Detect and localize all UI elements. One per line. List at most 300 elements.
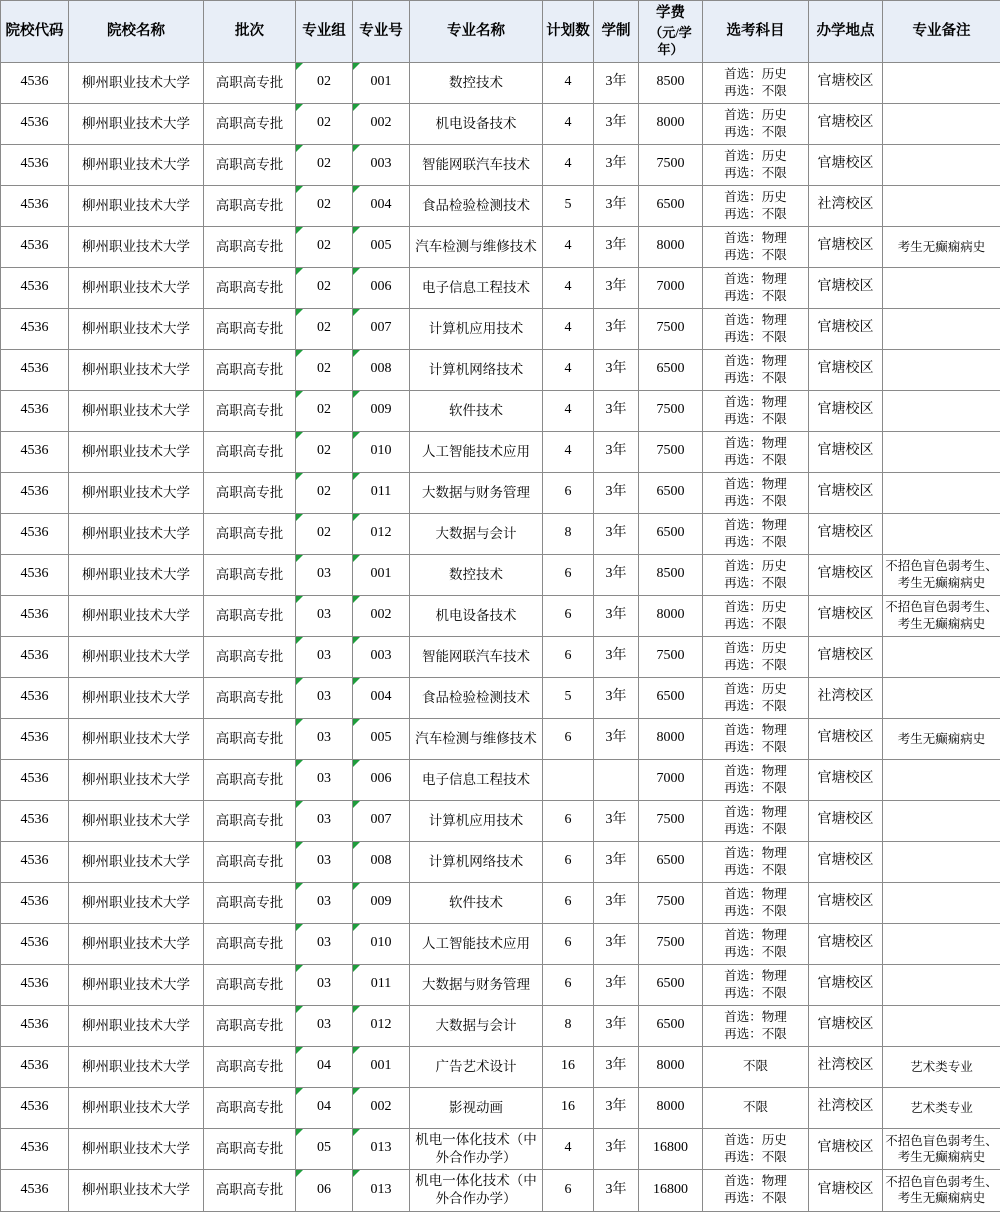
cell-major-no: 010 [353,923,410,964]
cell-campus: 官塘校区 [809,636,883,677]
table-row [1,349,1000,390]
cell-tuition: 6500 [639,513,703,554]
cell-plan-count: 6 [543,595,594,636]
table-row [1,267,1000,308]
column-header-major-group: 专业组 [296,1,353,63]
column-header-major-name: 专业名称 [410,1,543,63]
cell-major-no: 001 [353,62,410,103]
cell-batch: 高职高专批 [204,800,296,841]
cell-plan-count: 4 [543,308,594,349]
table-row [1,636,1000,677]
cell-major-name: 机电一体化技术（中外合作办学） [410,1170,543,1211]
cell-batch: 高职高专批 [204,185,296,226]
elective-second-choice: 再选：不限 [705,657,806,674]
table-row [1,1046,1000,1087]
cell-plan-count: 4 [543,1128,594,1169]
cell-tuition: 16800 [639,1170,703,1211]
cell-major-group: 02 [296,185,353,226]
cell-elective-subjects [703,718,809,759]
cell-elective-subjects [703,759,809,800]
cell-school-name: 柳州职业技术大学 [69,1087,204,1128]
cell-campus: 官塘校区 [809,964,883,1005]
cell-batch: 高职高专批 [204,718,296,759]
cell-tuition: 7500 [639,390,703,431]
table-row [1,513,1000,554]
cell-school-name: 柳州职业技术大学 [69,841,204,882]
cell-plan-count: 5 [543,677,594,718]
cell-school-code: 4536 [1,226,69,267]
cell-plan-count: 6 [543,472,594,513]
cell-major-no: 003 [353,144,410,185]
cell-batch: 高职高专批 [204,759,296,800]
cell-major-group: 02 [296,431,353,472]
cell-major-remark [883,964,1000,1005]
elective-first-choice: 首选：物理 [705,804,806,821]
elective-first-choice: 首选：物理 [705,394,806,411]
cell-batch: 高职高专批 [204,390,296,431]
cell-tuition: 8000 [639,595,703,636]
cell-batch: 高职高专批 [204,62,296,103]
cell-campus: 官塘校区 [809,1170,883,1211]
cell-major-no: 009 [353,390,410,431]
cell-major-remark [883,882,1000,923]
cell-duration: 3年 [594,636,639,677]
elective-first-choice: 首选：物理 [705,312,806,329]
cell-school-name: 柳州职业技术大学 [69,185,204,226]
cell-school-name: 柳州职业技术大学 [69,595,204,636]
cell-school-name: 柳州职业技术大学 [69,964,204,1005]
cell-major-no: 002 [353,595,410,636]
cell-major-no: 010 [353,431,410,472]
cell-duration: 3年 [594,185,639,226]
cell-duration: 3年 [594,349,639,390]
cell-campus: 官塘校区 [809,349,883,390]
cell-major-name: 数控技术 [410,62,543,103]
cell-major-group: 03 [296,554,353,595]
elective-second-choice: 再选：不限 [705,862,806,879]
cell-school-name: 柳州职业技术大学 [69,800,204,841]
cell-duration: 3年 [594,1170,639,1211]
cell-elective-subjects [703,62,809,103]
cell-school-code: 4536 [1,636,69,677]
cell-duration: 3年 [594,595,639,636]
cell-tuition: 8500 [639,554,703,595]
cell-major-remark: 不招色盲色弱考生、考生无癫痫病史 [883,554,1000,595]
cell-major-name: 食品检验检测技术 [410,185,543,226]
table-row [1,308,1000,349]
cell-major-remark: 考生无癫痫病史 [883,226,1000,267]
elective-first-choice: 首选：物理 [705,271,806,288]
cell-major-group: 04 [296,1046,353,1087]
elective-first-choice: 首选：物理 [705,886,806,903]
cell-duration: 3年 [594,841,639,882]
cell-tuition: 7500 [639,636,703,677]
cell-elective-subjects [703,923,809,964]
cell-tuition: 8000 [639,103,703,144]
cell-school-code: 4536 [1,554,69,595]
cell-school-name: 柳州职业技术大学 [69,472,204,513]
cell-plan-count: 16 [543,1046,594,1087]
cell-campus: 官塘校区 [809,718,883,759]
table-row [1,759,1000,800]
cell-school-name: 柳州职业技术大学 [69,1046,204,1087]
cell-major-group: 03 [296,800,353,841]
elective-second-choice: 再选：不限 [705,1026,806,1043]
table-row [1,882,1000,923]
cell-school-code: 4536 [1,267,69,308]
cell-tuition: 8000 [639,226,703,267]
cell-campus: 社湾校区 [809,677,883,718]
elective-first-choice: 首选：历史 [705,148,806,165]
cell-school-name: 柳州职业技术大学 [69,267,204,308]
cell-batch: 高职高专批 [204,595,296,636]
cell-major-group: 02 [296,308,353,349]
cell-batch: 高职高专批 [204,882,296,923]
elective-first-choice: 首选：物理 [705,1009,806,1026]
cell-school-name: 柳州职业技术大学 [69,554,204,595]
cell-campus: 官塘校区 [809,923,883,964]
cell-elective-subjects [703,841,809,882]
elective-first-choice: 不限 [705,1058,806,1075]
cell-major-group: 03 [296,677,353,718]
elective-first-choice: 首选：物理 [705,845,806,862]
cell-duration: 3年 [594,62,639,103]
cell-major-group: 02 [296,349,353,390]
table-row [1,964,1000,1005]
elective-second-choice: 再选：不限 [705,124,806,141]
cell-plan-count: 6 [543,923,594,964]
cell-elective-subjects [703,431,809,472]
cell-major-group: 02 [296,103,353,144]
cell-major-name: 机电设备技术 [410,103,543,144]
cell-batch: 高职高专批 [204,677,296,718]
cell-school-code: 4536 [1,308,69,349]
cell-duration: 3年 [594,964,639,1005]
cell-major-remark: 不招色盲色弱考生、考生无癫痫病史 [883,595,1000,636]
cell-elective-subjects [703,144,809,185]
cell-tuition: 8000 [639,1046,703,1087]
cell-school-code: 4536 [1,964,69,1005]
table-row [1,718,1000,759]
cell-major-group: 02 [296,513,353,554]
elective-first-choice: 首选：历史 [705,681,806,698]
cell-campus: 官塘校区 [809,431,883,472]
cell-major-name: 机电一体化技术（中外合作办学） [410,1128,543,1169]
cell-major-group: 03 [296,718,353,759]
cell-batch: 高职高专批 [204,349,296,390]
elective-second-choice: 再选：不限 [705,944,806,961]
cell-duration: 3年 [594,144,639,185]
cell-school-name: 柳州职业技术大学 [69,349,204,390]
cell-tuition: 7500 [639,144,703,185]
cell-major-name: 人工智能技术应用 [410,923,543,964]
cell-tuition: 6500 [639,349,703,390]
cell-duration [594,759,639,800]
cell-plan-count: 6 [543,841,594,882]
cell-school-name: 柳州职业技术大学 [69,759,204,800]
elective-second-choice: 再选：不限 [705,493,806,510]
cell-school-code: 4536 [1,472,69,513]
cell-major-no: 012 [353,513,410,554]
cell-major-name: 计算机应用技术 [410,800,543,841]
column-header-plan-count: 计划数 [543,1,594,63]
cell-plan-count: 4 [543,431,594,472]
cell-elective-subjects [703,267,809,308]
cell-duration: 3年 [594,1087,639,1128]
cell-batch: 高职高专批 [204,1046,296,1087]
cell-batch: 高职高专批 [204,841,296,882]
cell-plan-count: 6 [543,882,594,923]
table-row [1,677,1000,718]
cell-campus: 官塘校区 [809,267,883,308]
cell-major-name: 人工智能技术应用 [410,431,543,472]
cell-school-name: 柳州职业技术大学 [69,718,204,759]
cell-major-name: 广告艺术设计 [410,1046,543,1087]
cell-campus: 官塘校区 [809,472,883,513]
cell-elective-subjects [703,636,809,677]
cell-plan-count: 4 [543,103,594,144]
elective-first-choice: 首选：物理 [705,517,806,534]
elective-first-choice: 首选：物理 [705,968,806,985]
cell-batch: 高职高专批 [204,1128,296,1169]
elective-first-choice: 不限 [705,1099,806,1116]
cell-campus: 官塘校区 [809,800,883,841]
cell-campus: 官塘校区 [809,841,883,882]
cell-major-remark [883,308,1000,349]
elective-first-choice: 首选：物理 [705,763,806,780]
cell-major-group: 02 [296,390,353,431]
cell-major-group: 05 [296,1128,353,1169]
table-row [1,62,1000,103]
elective-second-choice: 再选：不限 [705,903,806,920]
cell-major-group: 02 [296,226,353,267]
table-row [1,595,1000,636]
cell-school-code: 4536 [1,882,69,923]
cell-major-remark [883,103,1000,144]
cell-school-name: 柳州职业技术大学 [69,882,204,923]
cell-school-code: 4536 [1,1170,69,1211]
cell-major-remark [883,800,1000,841]
cell-batch: 高职高专批 [204,431,296,472]
elective-second-choice: 再选：不限 [705,575,806,592]
table-row [1,1087,1000,1128]
table-row [1,185,1000,226]
cell-batch: 高职高专批 [204,1087,296,1128]
elective-second-choice: 再选：不限 [705,780,806,797]
cell-elective-subjects [703,677,809,718]
cell-tuition: 6500 [639,964,703,1005]
cell-school-code: 4536 [1,62,69,103]
cell-school-code: 4536 [1,718,69,759]
cell-major-group: 03 [296,964,353,1005]
cell-major-no: 002 [353,1087,410,1128]
cell-elective-subjects [703,1170,809,1211]
cell-school-name: 柳州职业技术大学 [69,390,204,431]
cell-school-code: 4536 [1,800,69,841]
cell-plan-count: 4 [543,267,594,308]
cell-major-remark [883,636,1000,677]
cell-campus: 社湾校区 [809,1046,883,1087]
cell-major-remark: 不招色盲色弱考生、考生无癫痫病史 [883,1128,1000,1169]
cell-duration: 3年 [594,1046,639,1087]
cell-major-remark [883,472,1000,513]
cell-batch: 高职高专批 [204,226,296,267]
cell-duration: 3年 [594,103,639,144]
cell-major-group: 03 [296,595,353,636]
table-row [1,226,1000,267]
cell-batch: 高职高专批 [204,923,296,964]
cell-tuition: 7500 [639,882,703,923]
cell-major-no: 012 [353,1005,410,1046]
cell-plan-count: 6 [543,718,594,759]
cell-major-name: 计算机网络技术 [410,349,543,390]
cell-major-no: 007 [353,308,410,349]
cell-major-name: 影视动画 [410,1087,543,1128]
cell-major-name: 汽车检测与维修技术 [410,718,543,759]
cell-major-remark [883,923,1000,964]
cell-school-name: 柳州职业技术大学 [69,226,204,267]
cell-tuition: 8000 [639,718,703,759]
cell-major-remark [883,513,1000,554]
elective-second-choice: 再选：不限 [705,165,806,182]
cell-elective-subjects [703,472,809,513]
cell-duration: 3年 [594,390,639,431]
cell-tuition: 8000 [639,1087,703,1128]
cell-major-no: 007 [353,800,410,841]
cell-campus: 社湾校区 [809,1087,883,1128]
elective-second-choice: 再选：不限 [705,206,806,223]
cell-duration: 3年 [594,800,639,841]
cell-tuition: 6500 [639,677,703,718]
cell-major-name: 大数据与会计 [410,513,543,554]
cell-elective-subjects [703,185,809,226]
cell-major-remark [883,1005,1000,1046]
elective-second-choice: 再选：不限 [705,411,806,428]
cell-major-remark [883,62,1000,103]
cell-elective-subjects [703,554,809,595]
cell-batch: 高职高专批 [204,513,296,554]
cell-batch: 高职高专批 [204,472,296,513]
cell-elective-subjects [703,513,809,554]
cell-major-group: 02 [296,267,353,308]
cell-school-code: 4536 [1,595,69,636]
cell-elective-subjects [703,226,809,267]
column-header-duration: 学制 [594,1,639,63]
cell-major-no: 009 [353,882,410,923]
cell-school-code: 4536 [1,1128,69,1169]
cell-major-no: 006 [353,267,410,308]
cell-tuition: 7500 [639,431,703,472]
cell-major-no: 002 [353,103,410,144]
elective-first-choice: 首选：物理 [705,1173,806,1190]
table-row [1,144,1000,185]
table-row [1,1128,1000,1169]
cell-major-remark [883,144,1000,185]
elective-first-choice: 首选：物理 [705,353,806,370]
cell-major-name: 大数据与财务管理 [410,472,543,513]
cell-elective-subjects [703,882,809,923]
cell-major-name: 智能网联汽车技术 [410,636,543,677]
cell-elective-subjects [703,308,809,349]
cell-major-no: 008 [353,841,410,882]
cell-major-no: 013 [353,1128,410,1169]
cell-major-no: 001 [353,1046,410,1087]
cell-major-group: 04 [296,1087,353,1128]
cell-batch: 高职高专批 [204,1170,296,1211]
elective-first-choice: 首选：物理 [705,722,806,739]
cell-plan-count: 4 [543,349,594,390]
cell-elective-subjects [703,390,809,431]
cell-major-group: 03 [296,1005,353,1046]
cell-campus: 官塘校区 [809,103,883,144]
table-header [1,1,1000,63]
cell-elective-subjects [703,1046,809,1087]
cell-major-no: 011 [353,472,410,513]
cell-major-group: 02 [296,62,353,103]
cell-school-name: 柳州职业技术大学 [69,1128,204,1169]
elective-second-choice: 再选：不限 [705,452,806,469]
elective-first-choice: 首选：物理 [705,435,806,452]
cell-major-no: 005 [353,226,410,267]
elective-first-choice: 首选：历史 [705,640,806,657]
cell-major-name: 软件技术 [410,882,543,923]
cell-school-name: 柳州职业技术大学 [69,103,204,144]
cell-major-no: 005 [353,718,410,759]
cell-campus: 官塘校区 [809,390,883,431]
cell-tuition: 7500 [639,308,703,349]
cell-school-code: 4536 [1,841,69,882]
cell-duration: 3年 [594,513,639,554]
elective-second-choice: 再选：不限 [705,288,806,305]
cell-major-remark: 不招色盲色弱考生、考生无癫痫病史 [883,1170,1000,1211]
elective-first-choice: 首选：物理 [705,927,806,944]
cell-plan-count: 16 [543,1087,594,1128]
cell-major-remark [883,759,1000,800]
cell-school-code: 4536 [1,431,69,472]
cell-major-group: 03 [296,759,353,800]
cell-campus: 官塘校区 [809,554,883,595]
table-row [1,472,1000,513]
column-header-campus: 办学地点 [809,1,883,63]
cell-major-no: 001 [353,554,410,595]
cell-elective-subjects [703,1128,809,1169]
cell-major-remark [883,390,1000,431]
cell-major-group: 03 [296,636,353,677]
cell-duration: 3年 [594,472,639,513]
cell-batch: 高职高专批 [204,1005,296,1046]
elective-first-choice: 首选：历史 [705,189,806,206]
cell-major-name: 大数据与会计 [410,1005,543,1046]
cell-major-no: 004 [353,677,410,718]
elective-second-choice: 再选：不限 [705,616,806,633]
table-row [1,554,1000,595]
cell-tuition: 8500 [639,62,703,103]
cell-batch: 高职高专批 [204,267,296,308]
cell-batch: 高职高专批 [204,308,296,349]
elective-first-choice: 首选：历史 [705,66,806,83]
cell-school-code: 4536 [1,144,69,185]
cell-school-code: 4536 [1,185,69,226]
cell-school-name: 柳州职业技术大学 [69,62,204,103]
cell-major-name: 数控技术 [410,554,543,595]
cell-major-no: 008 [353,349,410,390]
elective-first-choice: 首选：历史 [705,107,806,124]
cell-campus: 官塘校区 [809,595,883,636]
cell-school-name: 柳州职业技术大学 [69,1005,204,1046]
cell-plan-count: 8 [543,513,594,554]
cell-major-name: 计算机应用技术 [410,308,543,349]
cell-campus: 官塘校区 [809,1005,883,1046]
